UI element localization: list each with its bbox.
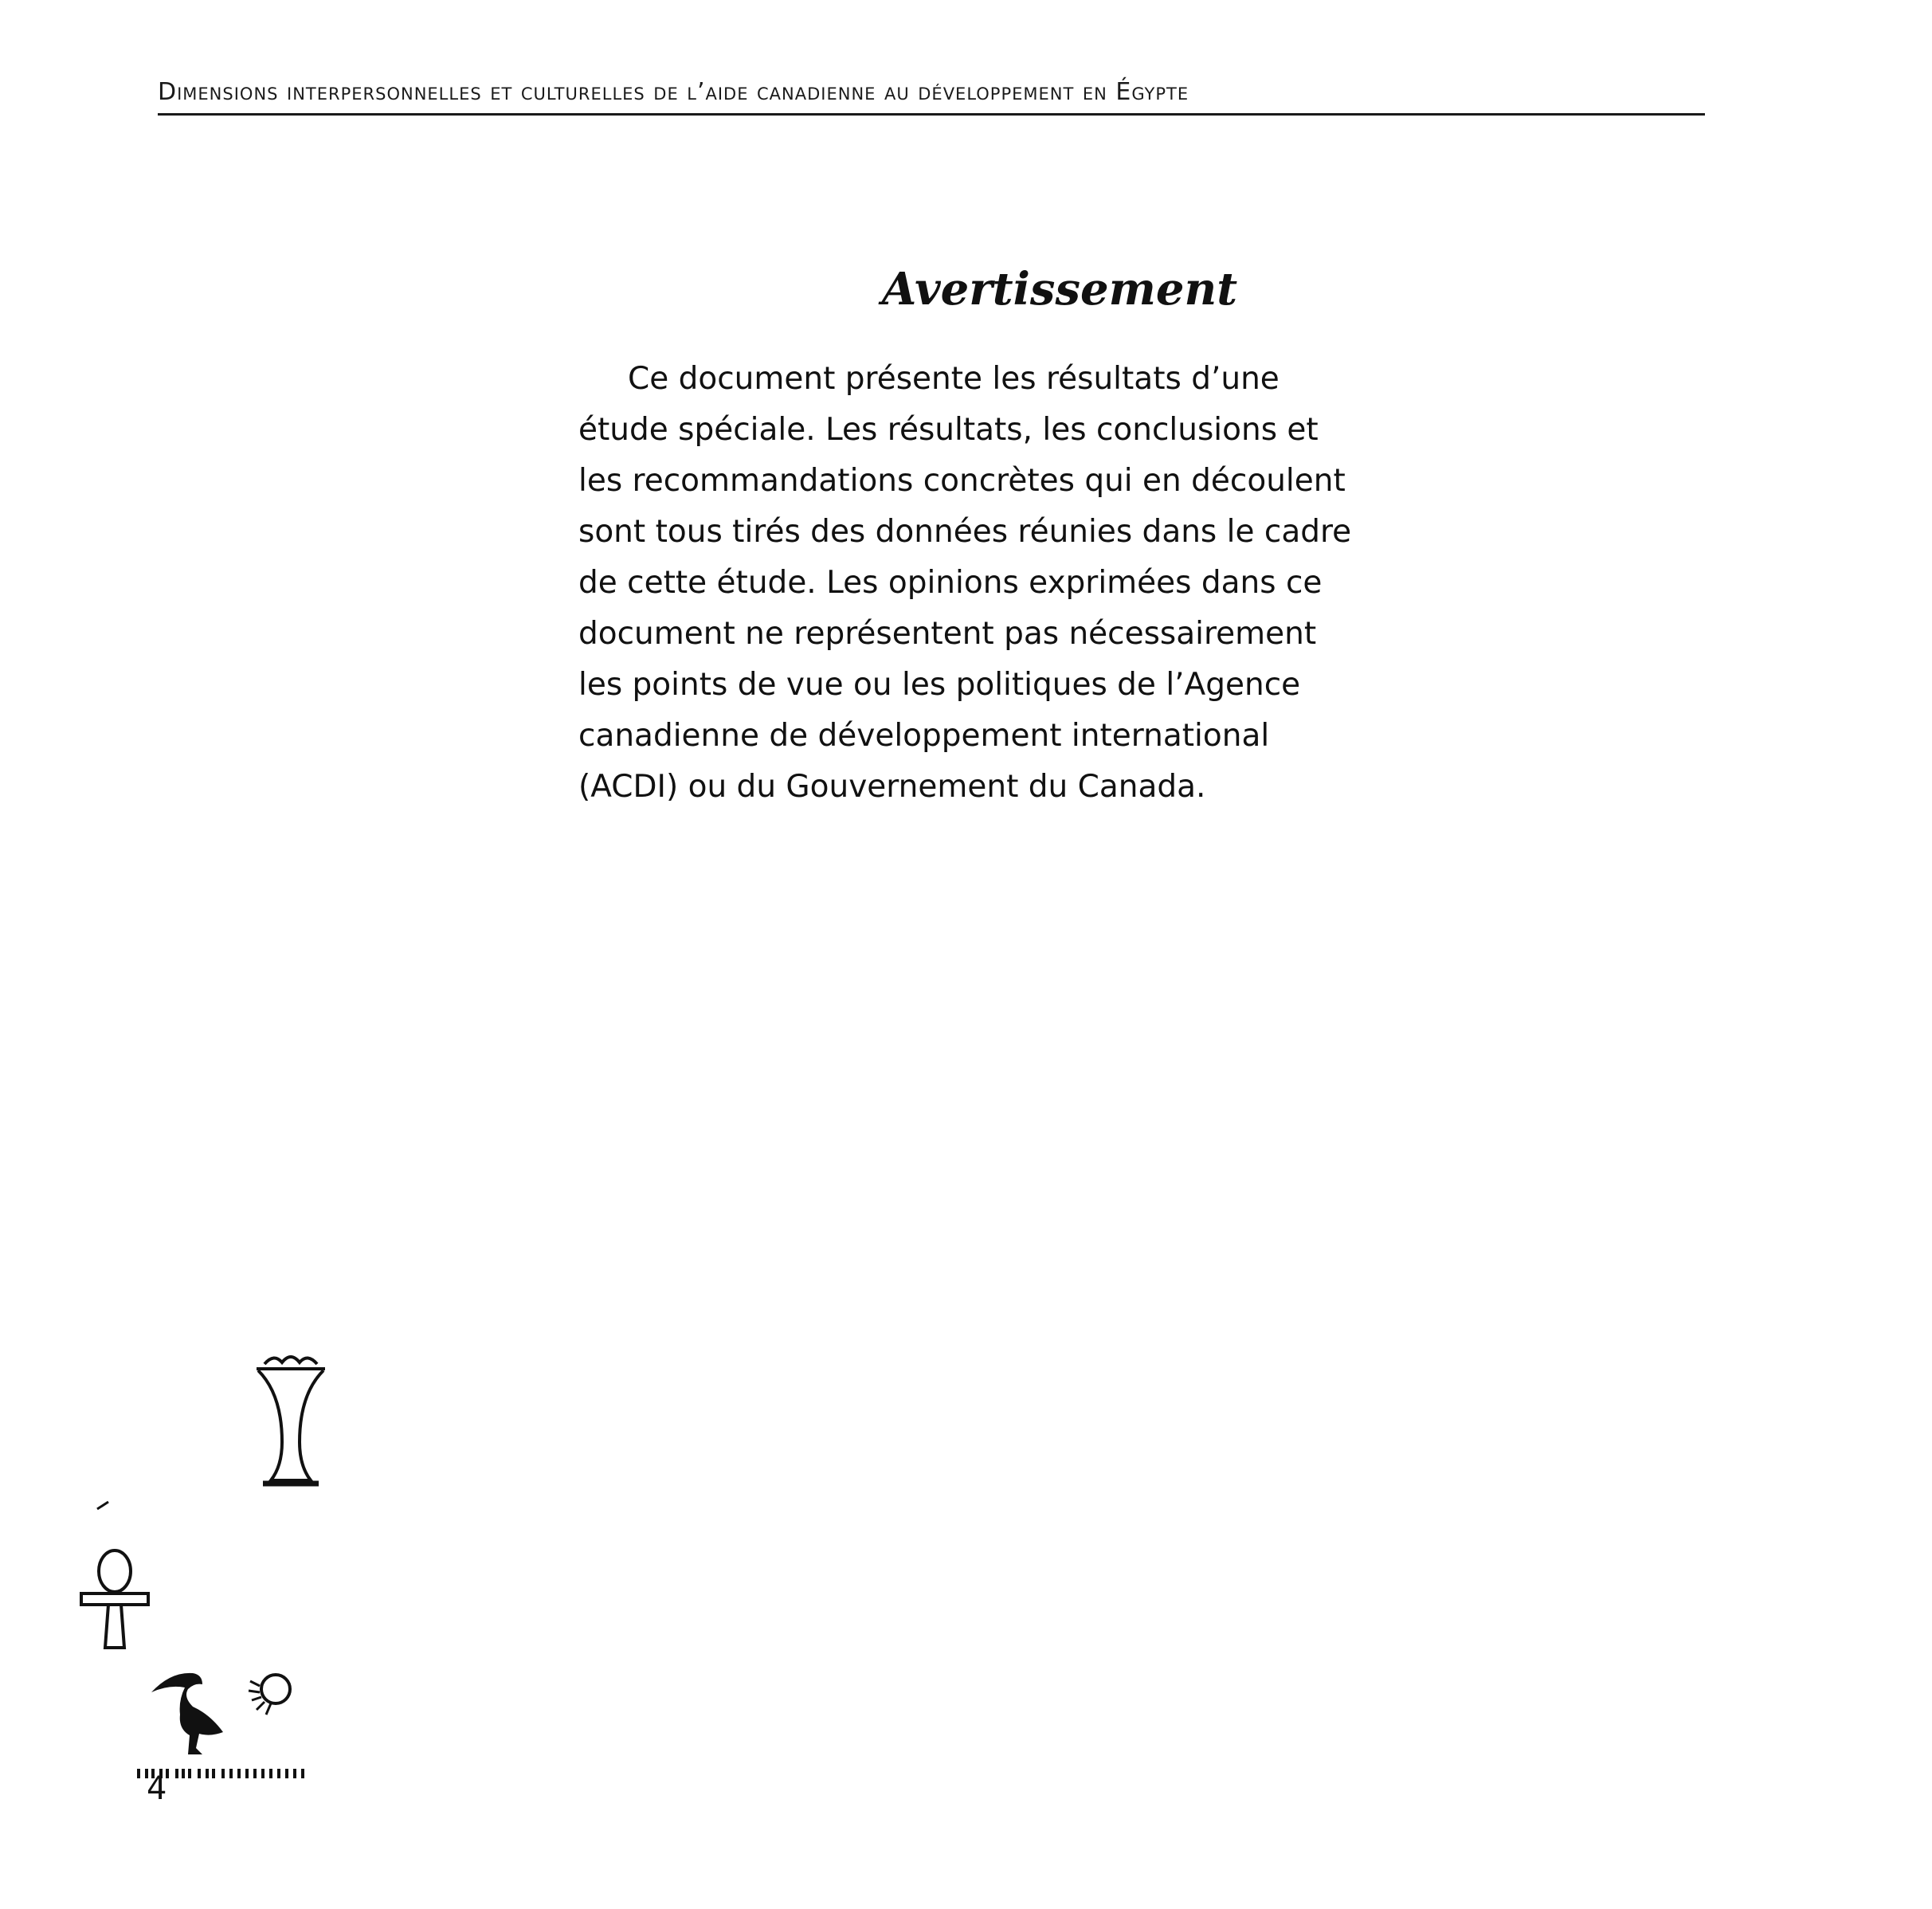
header-rule <box>158 113 1705 116</box>
notice-paragraph: Ce document présente les résultats d’une étude spéciale. Les résultats, les conclusions et les recommandations concrètes qui en découlent sont tous tirés des données réunies dans le cadre de cette étude. Les opinions exprimées dans ce document ne représentent pas nécessairement les points de vue ou les politiques de l’Agence canadienne de développement international (ACDI) ou du Gouvernement du Canada. <box>578 361 1352 805</box>
ibis-icon <box>147 1665 234 1759</box>
page-number: 4 <box>147 1770 167 1807</box>
ankh-icon <box>76 1546 156 1653</box>
running-header: Dimensions interpersonnelles et culturelles de l’aide canadienne au développement en Égypte <box>158 78 1189 106</box>
sun-disk-icon <box>239 1667 303 1723</box>
stray-mark-icon <box>96 1499 112 1511</box>
lotus-chalice-icon <box>247 1346 335 1490</box>
notice-title: Avertissement <box>881 263 1238 316</box>
notice-body <box>578 354 1367 813</box>
